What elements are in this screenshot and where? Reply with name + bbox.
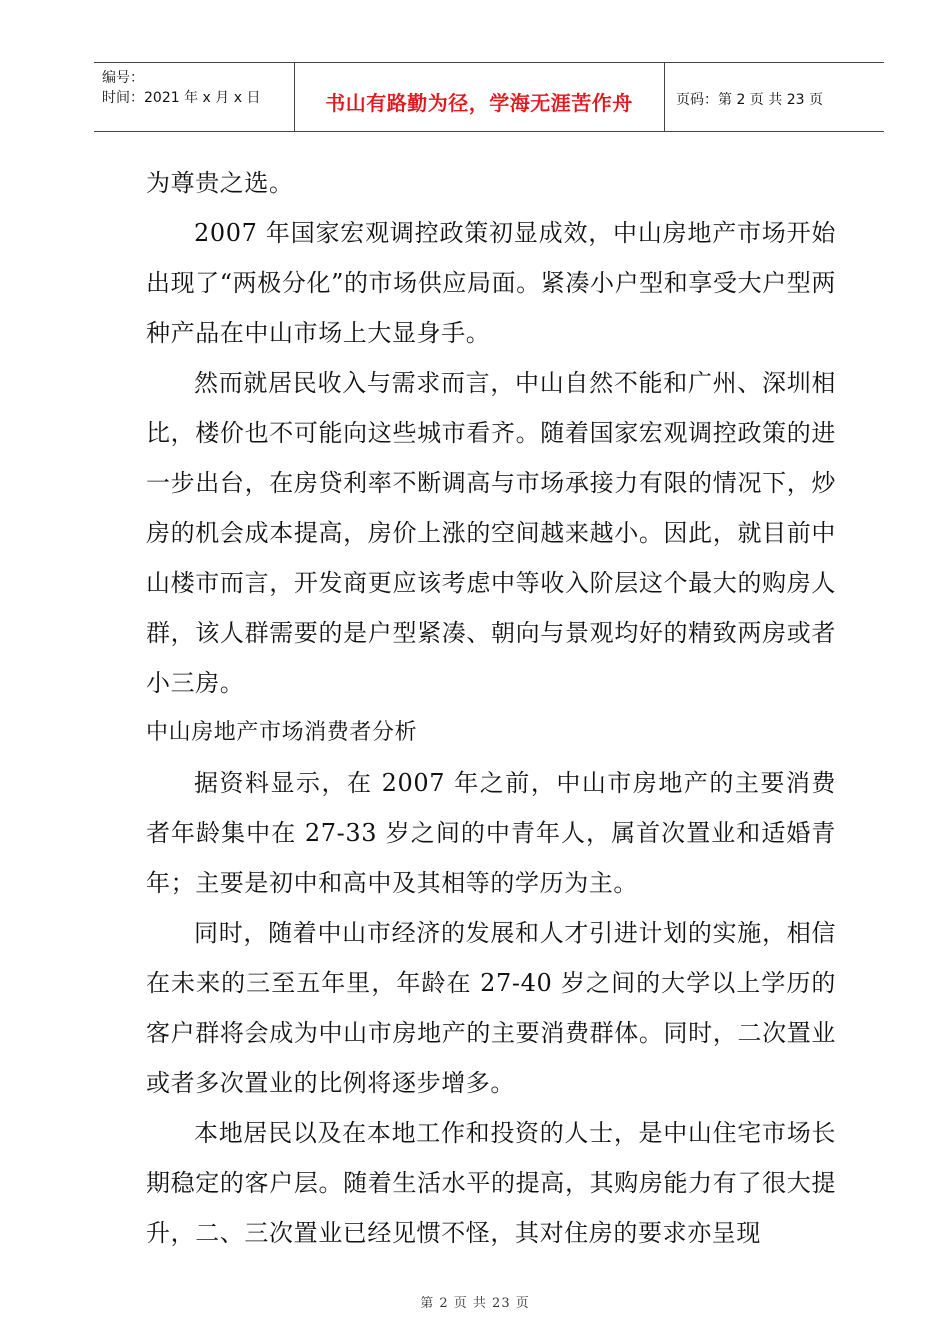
document-time-label: 时间：2021 年 x 月 x 日 [102,90,261,106]
section-heading: 中山房地产市场消费者分析 [146,720,418,745]
body-paragraph: 本地居民以及在本地工作和投资的人士，是中山住宅市场长期稳定的客户层。随着生活水平的提高，其购房能力有了很大提升，二、三次置业已经见惯不怪，其对住房的要求亦呈现 [146,1119,836,1247]
body-paragraph: 为尊贵之选。 [146,169,294,197]
header-meta-cell [94,63,295,131]
body-paragraph: 同时，随着中山市经济的发展和人才引进计划的实施，相信在未来的三至五年里，年龄在 27-40 岁之间的大学以上学历的客户群将会成为中山市房地产的主要消费群体。同时，二次置业或者多次置业的比例将逐步增多。 [146,919,836,1097]
document-number-label: 编号： [102,70,144,86]
header-page-cell [664,63,884,131]
body-paragraph: 2007 年国家宏观调控政策初显成效，中山房地产市场开始出现了“两极分化”的市场供应局面。紧凑小户型和享受大户型两种产品在中山市场上大显身手。 [146,219,836,347]
body-paragraph: 据资料显示，在 2007 年之前，中山市房地产的主要消费者年龄集中在 27-33 岁之间的中青年人，属首次置业和适婚青年；主要是初中和高中及其相等的学历为主。 [146,769,836,897]
header-motto: 书山有路勤为径，学海无涯苦作舟 [325,91,633,115]
body-paragraph: 然而就居民收入与需求而言，中山自然不能和广州、深圳相比，楼价也不可能向这些城市看齐。随着国家宏观调控政策的进一步出台，在房贷利率不断调高与市场承接力有限的情况下，炒房的机会成本提高，房价上涨的空间越来越小。因此，就目前中山楼市而言，开发商更应该考虑中等收入阶层这个最大的购房人群，该人群需要的是户型紧凑、朝向与景观均好的精致两房或者小三房。 [146,369,836,697]
header-page-info: 页码：第 2 页 共 23 页 [676,92,823,108]
page-header [94,62,884,132]
header-motto-cell [294,63,665,131]
page-footer: 第 2 页 共 23 页 [420,1296,530,1311]
document-body [146,158,836,1258]
